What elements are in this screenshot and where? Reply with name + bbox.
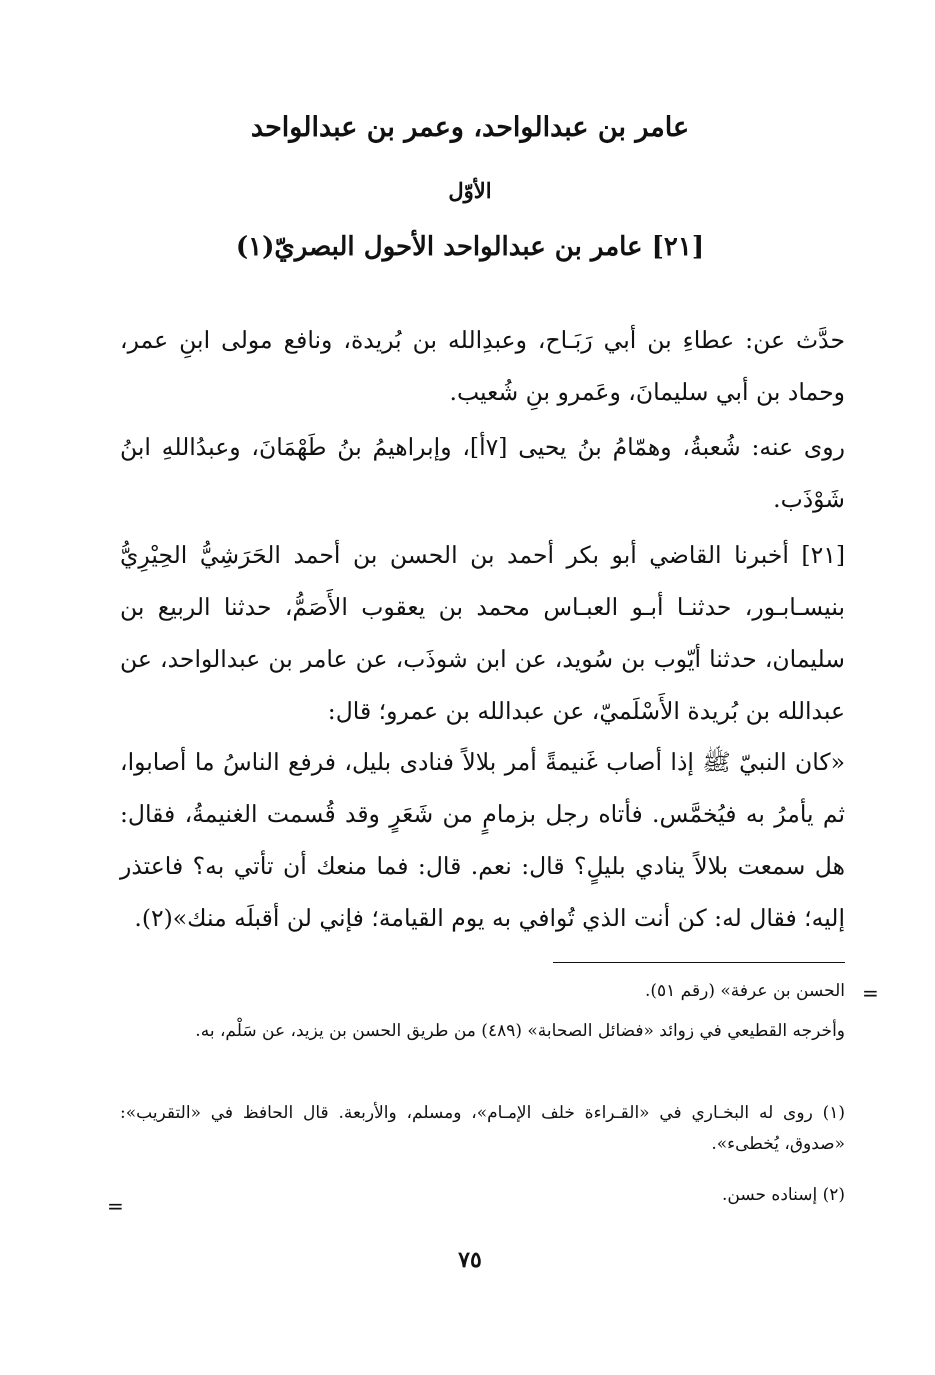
hadith-paragraph: «كان النبيّ ﷺ إذا أصاب غَنيمةً أمر بلالاً فنادى بليل، فرفع الناسُ ما أصابوا، ثم يأمرُ به فيُخمَّس. فأتاه رجل بزمامٍ من شَعَرٍ وقد قُسمت الغنيمةُ، فقال: هل سمعت بلالاً ينادي بليلٍ؟ قال: نعم. قال: فما منعك أن تأتي به؟ فاعتذر إليه؛ فقال له: كن أنت الذي تُوافي به يوم القيامة؛ فإني لن أقبلَه منك»(٢). bbox=[120, 747, 845, 932]
footnote-continuation-mark-top: = bbox=[862, 981, 879, 1005]
footnote-continuation: الحسن بن عرفة» (رقم ٥١). bbox=[644, 981, 845, 1001]
footnote-1: (١) روى له البخـاري في «القـراءة خلف الإمـام»، ومسلم، والأربعة. قال الحافظ في «التقريب»: «صدوق، يُخطىء». bbox=[120, 1103, 845, 1154]
footnote-separator bbox=[553, 962, 845, 963]
entry-heading: [٢١] عامر بن عبدالواحد الأحول البصريّ(١) bbox=[235, 232, 705, 262]
chapter-title: عامر بن عبدالواحد، وعمر بن عبدالواحد bbox=[250, 112, 690, 143]
students-paragraph: روى عنه: شُعبةُ، وهمّامُ بنُ يحيى [٧أ]، وإبراهيمُ بنُ طَهْمَانَ، وعبدُاللهِ ابنُ شَوْذَب. bbox=[120, 432, 845, 513]
footnote-2: (٢) إسناده حسن. bbox=[722, 1185, 845, 1205]
page-number: ٧٥ bbox=[458, 1247, 482, 1273]
isnad-paragraph: [٢١] أخبرنا القاضي أبو بكر أحمد بن الحسن بن أحمد الحَرَشِيُّ الحِيْرِيُّ بنيسـابـور، حدثنـا أبـو العبـاس محمد بن يعقوب الأَصَمُّ، حدثنا الربيع بن سليمان، حدثنا أيّوب بن سُويد، عن ابن شوذَب، عن عامر بن عبدالواحد، عن عبدالله بن بُريدة الأَسْلَميّ، عن عبدالله بن عمرو؛ قال: bbox=[120, 540, 845, 725]
footnote-takhrij: وأخرجه القطيعي في زوائد «فضائل الصحابة» (٤٨٩) من طريق الحسن بن يزيد، عن سَلْم، به. bbox=[195, 1021, 845, 1041]
teachers-paragraph: حدَّث عن: عطاءِ بن أبي رَبَـاح، وعبدِالله بن بُريدة، ونافع مولى ابنِ عمر، وحماد بن أبي سليمانَ، وعَمرو بنِ شُعيب. bbox=[120, 325, 845, 406]
section-label: الأوّل bbox=[448, 178, 492, 203]
footnote-continuation-mark-bottom: = bbox=[107, 1194, 124, 1218]
